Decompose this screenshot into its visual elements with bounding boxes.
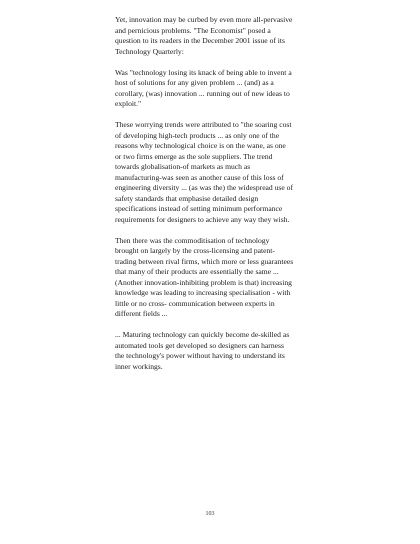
paragraph-4: Then there was the commoditisation of technology brought on largely by the cross-licensing and patent- trading between rival firms, which more or less guarantees that many of their products are essentially the same ... (Another innovation-inhibiting problem is that) increasing knowledge was leading to increasing specialisation - with little or no cross- communication between experts in different fields ... xyxy=(115,235,294,318)
paragraph-2: Was "technology losing its knack of being able to invent a host of solutions for any given problem ... (and) as a corollary, (was) innovation ... running out of new ideas to exploit." xyxy=(115,67,292,108)
body-text xyxy=(115,15,357,383)
paragraph-1: Yet, innovation may be curbed by even more all-pervasive and pernicious problems. "The Economist" posed a question to its readers in the December 2001 issue of its Technology Quarterly: xyxy=(115,15,293,56)
paragraph-3: These worrying trends were attributed to "the soaring cost of developing high-tech products ... as only one of the reasons why technological choice is on the wane, as one or two firms emerge as the sole suppliers. The trend towards globalisation-of markets as much as manufacturing-was seen as another cause of this loss of engineering diversity ... (as was the) the widespread use of safety standards that emphasise detailed design specifications instead of setting minimum performance requirements for designers to achieve any way they wish. xyxy=(115,120,293,224)
page-number: 103 xyxy=(205,511,215,517)
paragraph-5: ... Maturing technology can quickly become de-skilled as automated tools get developed so designers can harness the technology's power without having to understand its inner workings. xyxy=(115,330,290,371)
